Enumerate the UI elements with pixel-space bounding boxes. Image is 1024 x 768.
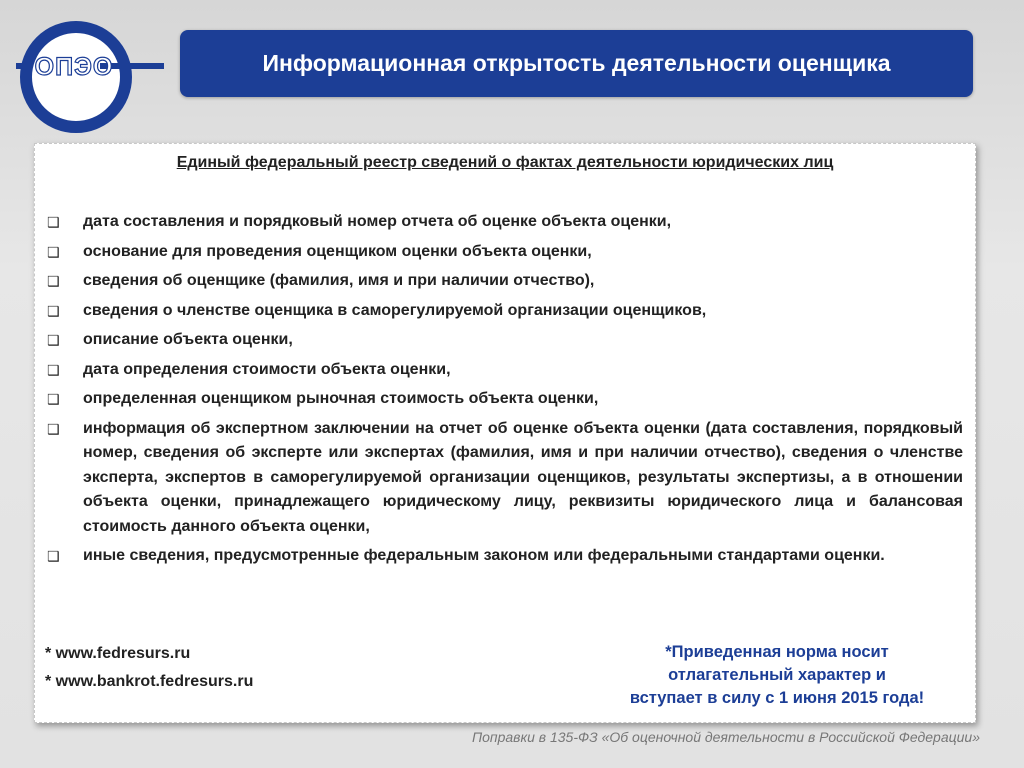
fedresurs-link[interactable]: * www.fedresurs.ru — [45, 645, 191, 662]
checkbox-bullet-icon: ❑ — [47, 332, 60, 348]
links-block — [45, 640, 253, 696]
effective-date-note: *Приведенная норма носит отлагательный характер и вступает в силу с 1 июня 2015 года! — [629, 643, 925, 707]
checkbox-bullet-icon: ❑ — [47, 302, 60, 319]
list-item: ❑ описание объекта оценки, — [47, 328, 963, 353]
checkbox-bullet-icon: ❑ — [47, 361, 60, 378]
checkbox-bullet-icon: ❑ — [47, 243, 60, 260]
checkbox-bullet-icon: ❑ — [47, 548, 60, 564]
content-card — [34, 143, 976, 723]
list-item: ❑ иные сведения, предусмотренные федеральным законом или федеральными стандартами оценки. — [47, 544, 963, 569]
checkbox-bullet-icon: ❑ — [47, 420, 60, 437]
page-title — [180, 30, 973, 97]
checkbox-bullet-icon: ❑ — [47, 273, 60, 289]
logo-text: ОПЭО — [34, 53, 114, 81]
list-item: ❑ основание для проведения оценщиком оценки объекта оценки, — [47, 240, 963, 265]
page-title-text: Информационная открытость деятельности оценщика — [262, 50, 891, 76]
bankrot-fedresurs-link[interactable]: * www.bankrot.fedresurs.ru — [45, 673, 254, 690]
opeo-logo — [14, 14, 164, 134]
checkbox-bullet-icon: ❑ — [47, 214, 60, 230]
list-item: ❑ сведения о членстве оценщика в саморегулируемой организации оценщиков, — [47, 299, 963, 324]
info-list — [47, 210, 963, 574]
registry-heading: Единый федеральный реестр сведений о фактах деятельности юридических лиц — [176, 154, 834, 171]
checkbox-bullet-icon: ❑ — [47, 391, 60, 407]
list-item: ❑ информация об экспертном заключении на отчет об оценке объекта оценки (дата составления, порядковый номер, сведения об эксперте или экспертах (фамилия, имя и при наличии отчество), сведения о членстве эксперта, экспертов в саморегулируемой организации оценщиков, результаты экспертизы, а в отношении объекта оценки, принадлежащего юридическому лицу, реквизиты юридического лица и балансовая стоимость данного объекта оценки, — [47, 417, 963, 540]
list-item: ❑ определенная оценщиком рыночная стоимость объекта оценки, — [47, 387, 963, 412]
footer-caption: Поправки в 135-ФЗ «Об оценочной деятельности в Российской Федерации» — [471, 729, 980, 745]
list-item: ❑ дата составления и порядковый номер отчета об оценке объекта оценки, — [47, 210, 963, 235]
list-item: ❑ дата определения стоимости объекта оценки, — [47, 358, 963, 383]
list-item: ❑ сведения об оценщике (фамилия, имя и при наличии отчество), — [47, 269, 963, 294]
